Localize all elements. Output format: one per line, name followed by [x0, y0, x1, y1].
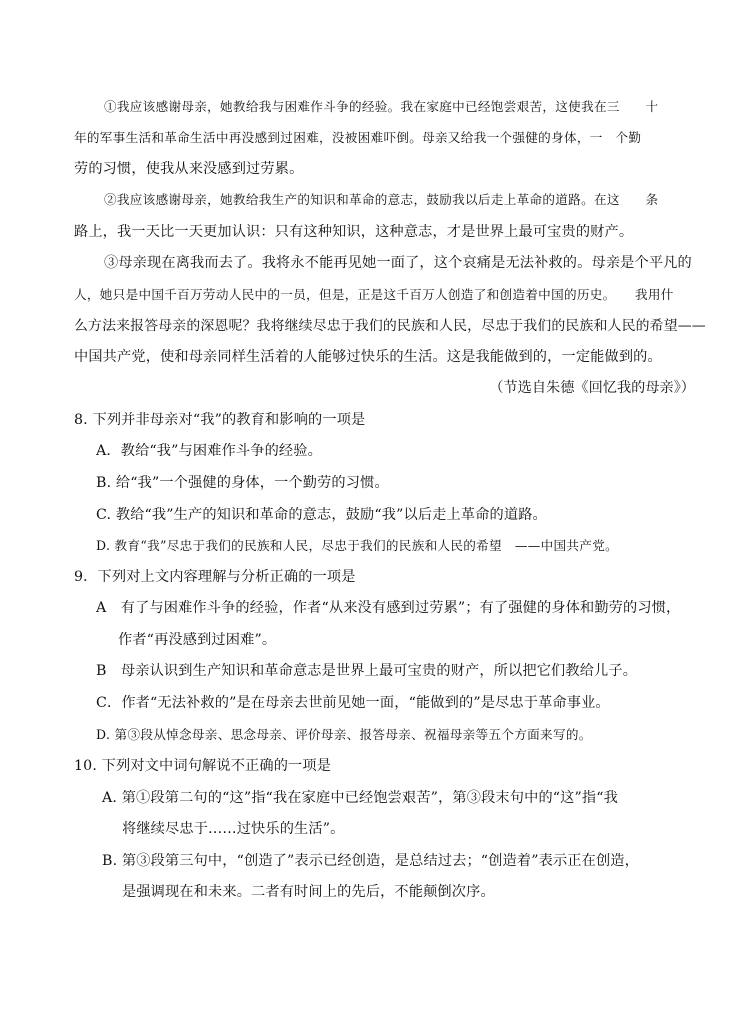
question-8-option-d: D. 教育“我”尽忠于我们的民族和人民，尽忠于我们的民族和人民的希望 ——中国共产党。 — [96, 538, 618, 553]
question-9-option-b: B 母亲认识到生产知识和革命意志是世界上最可宝贵的财产，所以把它们教给儿子。 — [96, 663, 638, 679]
passage-para1-line2: 年的军事生活和革命生活中再没感到过困难，没被困难吓倒。母亲又给我一个强健的身体，一 个勤 — [74, 130, 642, 145]
question-9-option-a-line2: 作者“再没感到过困难”。 — [118, 632, 277, 648]
passage-para2-line2: 路上，我一天比一天更加认识：只有这种知识，这种意志，才是世界上最可宝贵的财产。 — [74, 224, 634, 240]
question-10-stem: 10. 下列对文中词句解说不正确的一项是 — [74, 758, 332, 774]
question-9-option-d: D. 第③段从悼念母亲、思念母亲、评价母亲、报答母亲、祝福母亲等五个方面来写的。 — [96, 727, 592, 742]
question-10-option-b-line1: B. 第③段第三句中，“创造了”表示已经创造，是总结过去；“创造着”表示正在创造， — [102, 853, 639, 869]
question-9-stem: 9．下列对上文内容理解与分析正确的一项是 — [74, 569, 356, 585]
question-8-option-c: C. 教给“我”生产的知识和革命的意志，鼓励“我”以后走上革命的道路。 — [96, 507, 547, 523]
question-10-option-b-line2: 是强调现在和未来。二者有时间上的先后，不能颠倒次序。 — [122, 884, 495, 900]
passage-source: （节选自朱德《回忆我的母亲》） — [489, 380, 695, 396]
question-8-option-b: B. 给“我”一个强健的身体，一个勤劳的习惯。 — [96, 475, 389, 491]
question-10-option-a-line2: 将继续尽忠于……过快乐的生活”。 — [122, 821, 345, 837]
question-8-stem: 8. 下列并非母亲对“我”的教育和影响的一项是 — [74, 412, 366, 428]
question-8-option-a: A．教给“我”与困难作斗争的经验。 — [96, 443, 322, 459]
passage-para2-line1: ②我应该感谢母亲，她教给我生产的知识和革命的意志，鼓励我以后走上革命的道路。在这 条 — [104, 192, 659, 207]
passage-para3-line1: ③母亲现在离我而去了。我将永不能再见她一面了，这个哀痛是无法补救的。母亲是个平凡的 — [104, 255, 692, 271]
question-9-option-c: C．作者“无法补救的”是在母亲去世前见她一面，“能做到的”是尽忠于革命事业。 — [96, 695, 610, 711]
question-9-option-a-line1: A 有了与困难作斗争的经验，作者“从来没有感到过劳累”；有了强健的身体和勤劳的习惯， — [96, 600, 681, 616]
passage-para3-line3: 么方法来报答母亲的深恩呢？我将继续尽忠于我们的民族和人民，尽忠于我们的民族和人民的希望—— — [74, 318, 706, 334]
passage-para3-line2: 人，她只是中国千百万劳动人民中的一员，但是，正是这千百万人创造了和创造着中国的历史。 我用什 — [74, 287, 674, 302]
passage-para1-line1: ①我应该感谢母亲，她教给我与困难作斗争的经验。我在家庭中已经饱尝艰苦，这使我在三 十 — [104, 99, 659, 114]
question-10-option-a-line1: A. 第①段第二句的“这”指“我在家庭中已经饱尝艰苦”，第③段末句中的“这”指“我 — [102, 790, 619, 806]
passage-para1-line3: 劳的习惯，使我从来没感到过劳累。 — [74, 161, 304, 177]
passage-para3-line4: 中国共产党，使和母亲同样生活着的人能够过快乐的生活。这是我能做到的，一定能做到的。 — [74, 349, 662, 365]
